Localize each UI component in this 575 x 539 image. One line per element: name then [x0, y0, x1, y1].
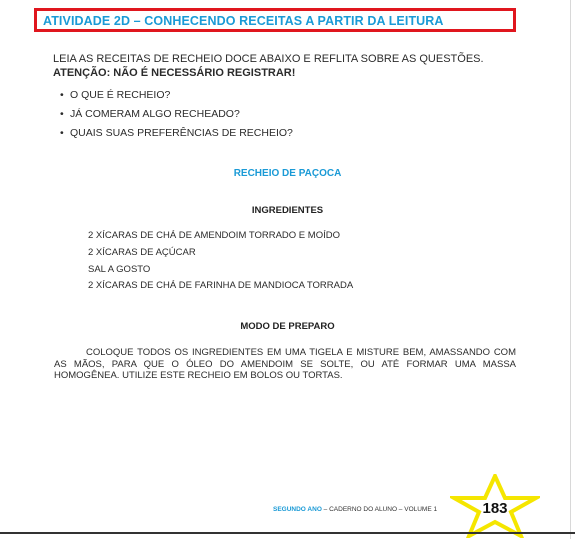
list-item: SAL A GOSTO — [88, 263, 151, 275]
footer-grade: SEGUNDO ANO — [273, 506, 322, 513]
question-text: O QUE É RECHEIO? — [70, 89, 171, 101]
question-list — [60, 88, 293, 145]
bullet-icon: • — [60, 127, 64, 139]
page-footer — [273, 506, 437, 513]
ingredients-heading: INGREDIENTES — [251, 205, 324, 216]
method-heading: MODO DE PREPARO — [240, 321, 335, 332]
bullet-icon: • — [60, 89, 64, 101]
page-number: 183 — [482, 500, 508, 517]
list-item: 2 XÍCARAS DE CHÁ DE AMENDOIM TORRADO E MOÍDO — [88, 230, 340, 241]
activity-title-box — [34, 8, 516, 32]
list-item — [60, 107, 293, 126]
intro-block — [53, 52, 484, 80]
warning-text: ATENÇÃO: NÃO É NECESSÁRIO REGISTRAR! — [53, 67, 296, 79]
list-item: 2 XÍCARAS DE CHÁ DE FARINHA DE MANDIOCA TORRADA — [88, 280, 354, 292]
list-item — [60, 88, 293, 107]
question-text: JÁ COMERAM ALGO RECHEADO? — [70, 108, 240, 120]
question-text: QUAIS SUAS PREFERÊNCIAS DE RECHEIO? — [70, 127, 293, 139]
ingredient-list — [88, 229, 353, 296]
activity-title: ATIVIDADE 2D – CONHECENDO RECEITAS A PARTIR DA LEITURA — [43, 14, 444, 28]
method-text: COLOQUE TODOS OS INGREDIENTES EM UMA TIGELA E MISTURE BEM, AMASSANDO COM AS MÃOS, PARA QUE O ÓLEO DO AMENDOIM SE SOLTE, OU ATÉ FORMAR UMA MASSA HOMOGÊNEA. UTILIZE ESTE RECHEIO EM BOLOS OU TORTAS. — [54, 347, 516, 381]
footer-text: – CADERNO DO ALUNO – VOLUME 1 — [321, 506, 438, 513]
bullet-icon: • — [60, 108, 64, 120]
instruction-text: LEIA AS RECEITAS DE RECHEIO DOCE ABAIXO E REFLITA SOBRE AS QUESTÕES. — [53, 53, 484, 65]
bottom-divider — [0, 532, 575, 534]
list-item: 2 XÍCARAS DE AÇÚCAR — [88, 246, 196, 258]
page-edge — [570, 0, 571, 539]
list-item — [60, 126, 293, 145]
recipe-title: RECHEIO DE PAÇOCA — [233, 168, 342, 179]
